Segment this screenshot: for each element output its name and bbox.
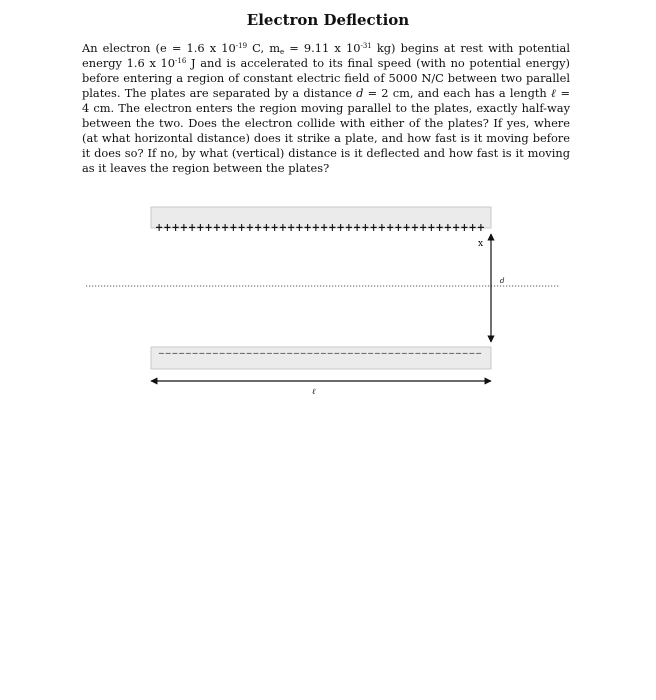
- problem-text-2: C, m: [247, 41, 280, 55]
- electron-marker: x: [478, 239, 484, 249]
- length-symbol: ℓ: [550, 86, 557, 100]
- problem-text-1: An electron (e = 1.6 x 10: [82, 41, 236, 55]
- bottom-plate-charges: ------------------------------------------------: [158, 349, 482, 359]
- mass-subscript: e: [280, 48, 285, 56]
- problem-text-4: kg) begins at rest with potential energy 1.6 x 10: [82, 41, 570, 70]
- length-label: ℓ: [312, 387, 316, 396]
- mass-exponent: -31: [360, 42, 372, 50]
- separation-label: d: [500, 277, 505, 285]
- problem-text-7: = 4 cm. The electron enters the region moving parallel to the plates, exactly half-way between the two. Does the electron collide with either of the plates? If yes, where (at what horizontal distance) does it strike a plate, and how fast is it moving before it does so? If no, by what (vertical) distance is it deflected and how fast is it moving as it leaves the region between the plates?: [82, 86, 570, 175]
- problem-text-5: J and is accelerated to its final speed (with no potential energy) before entering a region of constant electric field of 5000 N/C between two parallel plates. The plates are separated by a distance: [82, 56, 570, 100]
- distance-symbol: d: [356, 86, 364, 100]
- top-plate-charges: ++++++++++++++++++++++++++++++++++++++++: [155, 221, 485, 234]
- energy-exponent: -16: [175, 57, 187, 65]
- charge-exponent: -19: [235, 42, 248, 50]
- problem-text-3: = 9.11 x 10: [284, 41, 361, 55]
- problem-text-6: = 2 cm, and each has a length: [363, 86, 551, 100]
- page-title: Electron Deflection: [246, 11, 410, 29]
